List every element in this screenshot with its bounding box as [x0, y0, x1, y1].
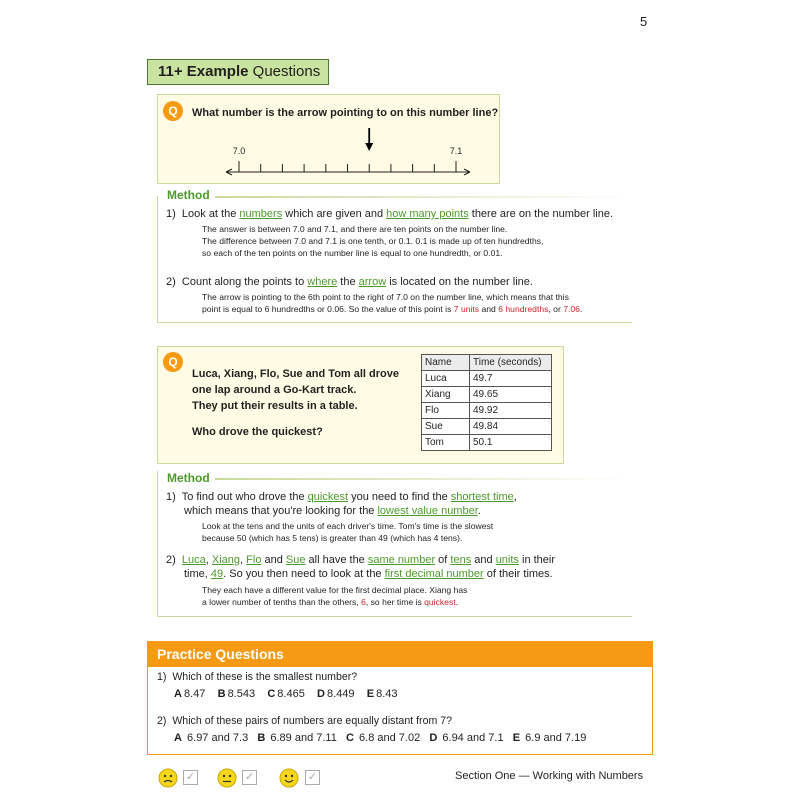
- option-letter: C: [346, 732, 354, 744]
- table-cell: 49.92: [470, 403, 552, 419]
- step-text: Look at the: [181, 208, 240, 220]
- method-2-step-2: [166, 553, 555, 581]
- note-line: The answer is between 7.0 and 7.1, and there are ten points on the number line.: [202, 224, 508, 234]
- method-1-step-1: [166, 207, 613, 221]
- answer-hundredths: 6 hundredths: [498, 304, 549, 314]
- question-number: 1): [157, 671, 167, 683]
- method-1-step-2-note: [202, 291, 582, 315]
- question-text: Which of these pairs of numbers are equally distant from 7?: [172, 715, 453, 727]
- note-line: The arrow is pointing to the 6th point to the right of 7.0 on the number line, which means that this: [202, 292, 569, 302]
- question-number: 2): [157, 715, 167, 727]
- table-row: [422, 387, 552, 403]
- option-value: 6.94 and 7.1: [442, 732, 504, 744]
- option-value: 6.8 and 7.02: [359, 732, 421, 744]
- option-b[interactable]: [218, 688, 255, 700]
- step-text: time,: [184, 568, 211, 580]
- keyword-first-decimal-number: first decimal number: [384, 568, 484, 580]
- method-1-step-1-note: [202, 223, 543, 259]
- keyword-where: where: [307, 276, 338, 288]
- option-e[interactable]: [367, 688, 398, 700]
- table-cell: 49.84: [470, 419, 552, 435]
- note-line: The difference between 7.0 and 7.1 is one tenth, or 0.1. 0.1 is made up of ten hundredths,: [202, 236, 544, 246]
- step-text: Count along the points to: [181, 276, 308, 288]
- step-text: which means that you're looking for the: [184, 505, 378, 517]
- question-text: Which of these is the smallest number?: [172, 671, 358, 683]
- sad-face-icon: [158, 768, 178, 788]
- checkbox-happy[interactable]: ✓: [305, 770, 320, 785]
- practice-question-2-options: [174, 732, 586, 744]
- keyword-49: 49: [210, 568, 224, 580]
- question-line: They put their results in a table.: [192, 400, 358, 412]
- checkbox-sad[interactable]: ✓: [183, 770, 198, 785]
- table-cell: Tom: [422, 435, 470, 451]
- keyword-units: units: [495, 554, 519, 566]
- method-2-step-1: [166, 490, 517, 518]
- method-2-title: Method: [163, 471, 214, 485]
- keyword-numbers: numbers: [239, 208, 283, 220]
- step-number: 2): [166, 554, 176, 566]
- keyword-xiang: Xiang: [211, 554, 241, 566]
- step-text: ,: [513, 491, 517, 503]
- option-b[interactable]: [257, 732, 336, 744]
- step-text: you need to find the: [348, 491, 451, 503]
- step-line: [166, 553, 555, 567]
- step-text: in their: [518, 554, 556, 566]
- note-line: so each of the ten points on the number line is equal to one hundredth, or 0.01.: [202, 248, 503, 258]
- step-text: . So you then need to look at the: [223, 568, 385, 580]
- pointer-arrow-icon: [365, 143, 373, 151]
- question-line: one lap around a Go-Kart track.: [192, 384, 357, 396]
- option-letter: D: [429, 732, 438, 744]
- step-line: [166, 504, 517, 518]
- step-text: of: [435, 554, 451, 566]
- step-number: 2): [166, 276, 176, 288]
- step-text: ,: [205, 554, 212, 566]
- option-value: 8.543: [227, 688, 256, 700]
- practice-question-2: [157, 715, 452, 727]
- table-cell: 50.1: [470, 435, 552, 451]
- option-value: 6.97 and 7.3: [187, 732, 249, 744]
- option-letter: A: [174, 688, 182, 700]
- table-cell: Sue: [422, 419, 470, 435]
- table-cell: Luca: [422, 371, 470, 387]
- keyword-tens: tens: [450, 554, 472, 566]
- practice-questions-title: Practice Questions: [147, 641, 653, 667]
- keyword-quickest: quickest: [307, 491, 349, 503]
- option-value: 8.43: [376, 688, 398, 700]
- step-text: and: [471, 554, 496, 566]
- option-c[interactable]: [267, 688, 304, 700]
- question-line: Luca, Xiang, Flo, Sue and Tom all drove: [192, 368, 399, 380]
- option-d[interactable]: [429, 732, 503, 744]
- note-text: a lower number of tenths than the others,: [202, 597, 362, 607]
- option-value: 6.9 and 7.19: [525, 732, 587, 744]
- note-line: [202, 303, 582, 315]
- step-text: of their times.: [483, 568, 553, 580]
- option-letter: E: [512, 732, 521, 744]
- table-row: [422, 435, 552, 451]
- question-badge-1: Q: [163, 101, 183, 121]
- keyword-arrow: arrow: [358, 276, 387, 288]
- keyword-lowest-value-number: lowest value number: [377, 505, 478, 517]
- option-a[interactable]: [174, 732, 248, 744]
- results-table: [421, 354, 552, 451]
- method-2-step-2-note: [202, 584, 467, 608]
- keyword-sue: Sue: [285, 554, 306, 566]
- step-line: [166, 490, 517, 504]
- note-text: , so her time is: [365, 597, 425, 607]
- step-text: ,: [240, 554, 247, 566]
- step-text: .: [477, 505, 481, 517]
- note-text: point is equal to 6 hundredths or 0.06. So the value of this point is: [202, 304, 454, 314]
- step-number: 1): [166, 208, 176, 220]
- option-letter: B: [257, 732, 266, 744]
- option-letter: C: [267, 688, 276, 700]
- answer-value: 7.06: [563, 304, 580, 314]
- number-line-marks: [226, 128, 470, 175]
- practice-question-1: [157, 671, 357, 683]
- step-text: To find out who drove the: [181, 491, 308, 503]
- neutral-face-icon: [217, 768, 237, 788]
- note-line: They each have a different value for the first decimal place. Xiang has: [202, 585, 468, 595]
- table-row: [422, 403, 552, 419]
- step-text: is located on the number line.: [386, 276, 533, 288]
- method-1-step-2: [166, 275, 533, 289]
- happy-face-icon: [279, 768, 299, 788]
- keyword-shortest-time: shortest time: [450, 491, 514, 503]
- method-1-title: Method: [163, 188, 214, 202]
- table-row: [422, 371, 552, 387]
- header-bold: 11+ Example: [158, 63, 249, 80]
- option-e[interactable]: [513, 732, 587, 744]
- option-c[interactable]: [346, 732, 420, 744]
- number-line-right-label: 7.1: [449, 146, 463, 156]
- question-2-text: [192, 366, 399, 440]
- step-text: the: [337, 276, 359, 288]
- table-cell: Flo: [422, 403, 470, 419]
- option-letter: D: [317, 688, 325, 700]
- question-ask: Who drove the quickest?: [192, 426, 323, 438]
- section-header: [147, 59, 329, 85]
- note-text: and: [479, 304, 499, 314]
- table-row: [422, 419, 552, 435]
- step-text: there are on the number line.: [468, 208, 614, 220]
- option-letter: B: [217, 688, 226, 700]
- answer-units: 7 units: [453, 304, 480, 314]
- table-cell: 49.7: [470, 371, 552, 387]
- section-footer: Section One — Working with Numbers: [455, 770, 644, 782]
- note-line: [202, 596, 467, 608]
- table-header-name: Name: [422, 355, 470, 371]
- note-line: because 50 (which has 5 tens) is greater than 49 (which has 4 tens).: [202, 533, 463, 543]
- number-line-left-label: 7.0: [232, 146, 246, 156]
- keyword-how-many-points: how many points: [386, 208, 469, 220]
- option-a[interactable]: [174, 688, 205, 700]
- table-cell: 49.65: [470, 387, 552, 403]
- option-value: 8.47: [183, 688, 206, 700]
- option-letter: E: [366, 688, 375, 700]
- checkbox-neutral[interactable]: ✓: [242, 770, 257, 785]
- page-number: 5: [640, 14, 648, 29]
- table-cell: Xiang: [422, 387, 470, 403]
- step-text: and: [261, 554, 286, 566]
- method-1-rule: [215, 196, 632, 198]
- table-header-time: Time (seconds): [470, 355, 552, 371]
- note-text: , or: [548, 304, 564, 314]
- note-text: .: [455, 597, 459, 607]
- table-header-row: [422, 355, 552, 371]
- question-1-text: What number is the arrow pointing to on this number line?: [192, 107, 499, 119]
- note-line: Look at the tens and the units of each driver's time. Tom's time is the slowest: [202, 521, 494, 531]
- header-rest: Questions: [248, 63, 321, 80]
- step-line: [166, 567, 555, 581]
- method-2-rule: [215, 478, 632, 480]
- step-text: all have the: [305, 554, 368, 566]
- keyword-flo: Flo: [246, 554, 262, 566]
- option-value: 6.89 and 7.11: [270, 732, 337, 744]
- answer-tenths: 6: [361, 597, 366, 607]
- option-value: 8.449: [327, 688, 355, 700]
- keyword-luca: Luca: [181, 554, 206, 566]
- question-badge-2: Q: [163, 352, 183, 372]
- step-text: which are given and: [282, 208, 387, 220]
- step-number: 1): [166, 491, 176, 503]
- answer-quickest: quickest: [424, 597, 456, 607]
- method-2-step-1-note: [202, 520, 493, 544]
- option-d[interactable]: [317, 688, 354, 700]
- number-line: [220, 125, 482, 180]
- option-value: 8.465: [277, 688, 305, 700]
- keyword-same-number: same number: [367, 554, 436, 566]
- option-letter: A: [174, 732, 182, 744]
- note-text: .: [579, 304, 583, 314]
- practice-question-1-options: [174, 688, 398, 700]
